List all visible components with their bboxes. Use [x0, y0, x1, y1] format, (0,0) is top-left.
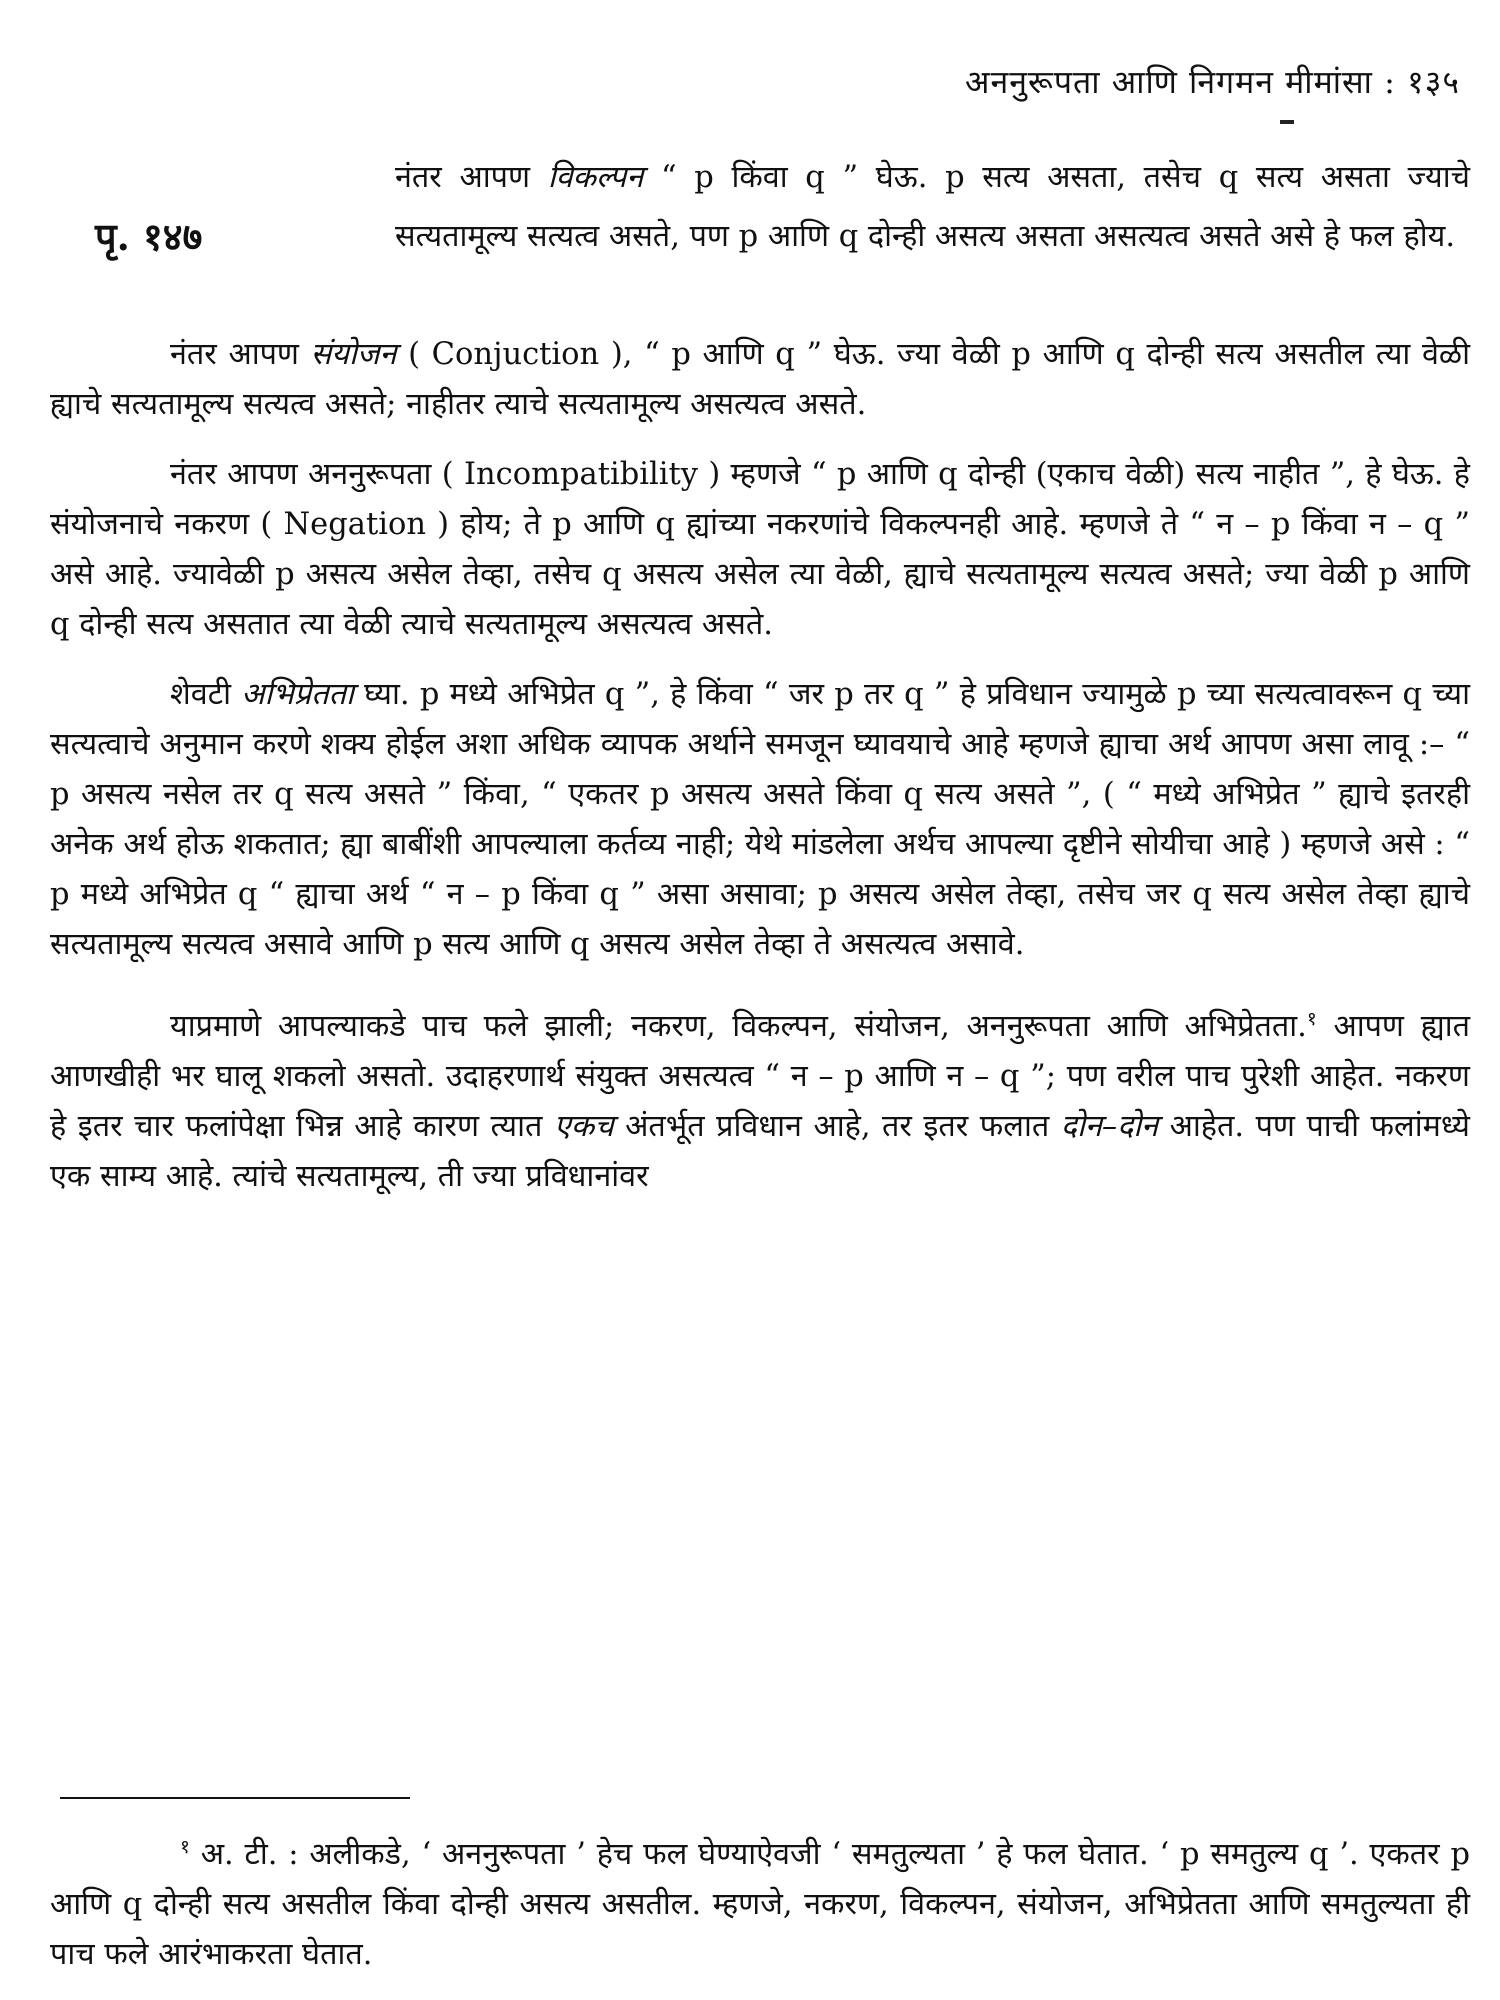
paragraph-disjunction	[395, 148, 1470, 266]
paragraph-incompatibility: नंतर आपण अननुरूपता ( Incompatibility ) म्हणजे “ p आणि q दोन्ही (एकाच वेळी) सत्य नाहीत ”, हे घेऊ. हे संयोजनाचे नकरण ( Negation ) होय; ते p आणि q ह्यांच्या नकरणांचे विकल्पनही आहे. म्हणजे ते “ न – p किंवा न – q ” असे आहे. ज्यावेळी p असत्य असेल तेव्हा, तसेच q असत्य असेल त्या वेळी, ह्याचे सत्यतामूल्य सत्यत्व असते; ज्या वेळी p आणि q दोन्ही सत्य असतात त्या वेळी त्याचे सत्यतामूल्य असत्यत्व असते.	[50, 457, 1470, 642]
running-header: अननुरूपता आणि निगमन मीमांसा : १३५	[965, 63, 1460, 101]
paragraph-text: आपण ह्यात आणखीही भर घालू शकलो असतो. उदाहरणार्थ संयुक्त असत्यत्व “ न – p आणि न – q ”; पण वरील पाच पुरेशी आहेत. नकरण हे इतर चार फलांपेक्षा भिन्न आहे कारण त्यात	[50, 1009, 1470, 1144]
term-conjunction: संयोजन	[310, 337, 397, 372]
paragraph-text: ( Conjuction ), “ p आणि q ” घेऊ. ज्या वेळी p आणि q दोन्ही सत्य असतील त्या वेळी ह्याचे सत्यतामूल्य सत्यत्व असते; नाहीतर त्याचे सत्यतामूल्य असत्यत्व असते.	[50, 337, 1470, 422]
paragraph-text: आहेत. पण पाची फलांमध्ये एक साम्य आहे. त्यांचे सत्यतामूल्य, ती ज्या प्रविधानांवर	[50, 1109, 1470, 1194]
footnote-reference[interactable]: १	[1306, 1007, 1317, 1030]
print-mark	[1280, 120, 1294, 124]
paragraph-lead: नंतर आपण	[395, 160, 548, 195]
paragraph-text: अंतर्भूत प्रविधान आहे, तर इतर फलात	[613, 1109, 1061, 1144]
paragraph-conjunction	[50, 330, 1470, 430]
main-text	[50, 330, 1470, 1222]
paragraph-lead: नंतर आपण	[170, 337, 311, 372]
footnote-divider	[60, 1797, 410, 1799]
paragraph-lead: शेवटी	[170, 677, 242, 712]
paragraph-text: “ p किंवा q ” घेऊ. p सत्य असता, तसेच q सत्य असता ज्याचे सत्यतामूल्य सत्यत्व असते, पण p आणि q दोन्ही असत्य असता असत्यत्व असते असे हे फल होय.	[395, 160, 1470, 254]
footnote	[50, 1830, 1470, 1980]
paragraph-lead: याप्रमाणे आपल्याकडे पाच फले झाली; नकरण, विकल्पन, संयोजन, अननुरूपता आणि अभिप्रेतता.	[170, 1009, 1307, 1044]
term-emphasis: दोन–दोन	[1060, 1109, 1159, 1144]
paragraph-summary	[50, 1002, 1470, 1202]
paragraph-implication	[50, 670, 1470, 970]
term-disjunction: विकल्पन	[547, 160, 644, 195]
paragraph-text: घ्या. p मध्ये अभिप्रेत q ”, हे किंवा “ जर p तर q ” हे प्रविधान ज्यामुळे p च्या सत्यत्वावरून q च्या सत्यत्वाचे अनुमान करणे शक्य होईल अशा अधिक व्यापक अर्थाने समजून घ्यावयाचे आहे म्हणजे ह्याचा अर्थ आपण असा लावू :– “ p असत्य नसेल तर q सत्य असते ” किंवा, “ एकतर p असत्य असते किंवा q सत्य असते ”, ( “ मध्ये अभिप्रेत ” ह्याचे इतरही अनेक अर्थ होऊ शकतात; ह्या बाबींशी आपल्याला कर्तव्य नाही; येथे मांडलेला अर्थच आपल्या दृष्टीने सोयीचा आहे ) म्हणजे असे : “ p मध्ये अभिप्रेत q “ ह्याचा अर्थ “ न – p किंवा q ” असा असावा; p असत्य असेल तेव्हा, तसेच जर q सत्य असेल तेव्हा ह्याचे सत्यतामूल्य सत्यत्व असावे आणि p सत्य आणि q असत्य असेल तेव्हा ते असत्यत्व असावे.	[50, 677, 1470, 962]
term-emphasis: एकच	[553, 1109, 614, 1144]
margin-page-reference: पृ. १४७	[95, 214, 203, 259]
footnote-text: अ. टी. : अलीकडे, ‘ अननुरूपता ’ हेच फल घेण्याऐवजी ‘ समतुल्यता ’ हे फल घेतात. ‘ p समतुल्य q ’. एकतर p आणि q दोन्ही सत्य असतील किंवा दोन्ही असत्य असतील. म्हणजे, नकरण, विकल्पन, संयोजन, अभिप्रेतता आणि समतुल्यता ही पाच फले आरंभाकरता घेतात.	[50, 1837, 1470, 1972]
footnote-marker: १	[180, 1835, 190, 1858]
term-implication: अभिप्रेतता	[241, 677, 354, 712]
